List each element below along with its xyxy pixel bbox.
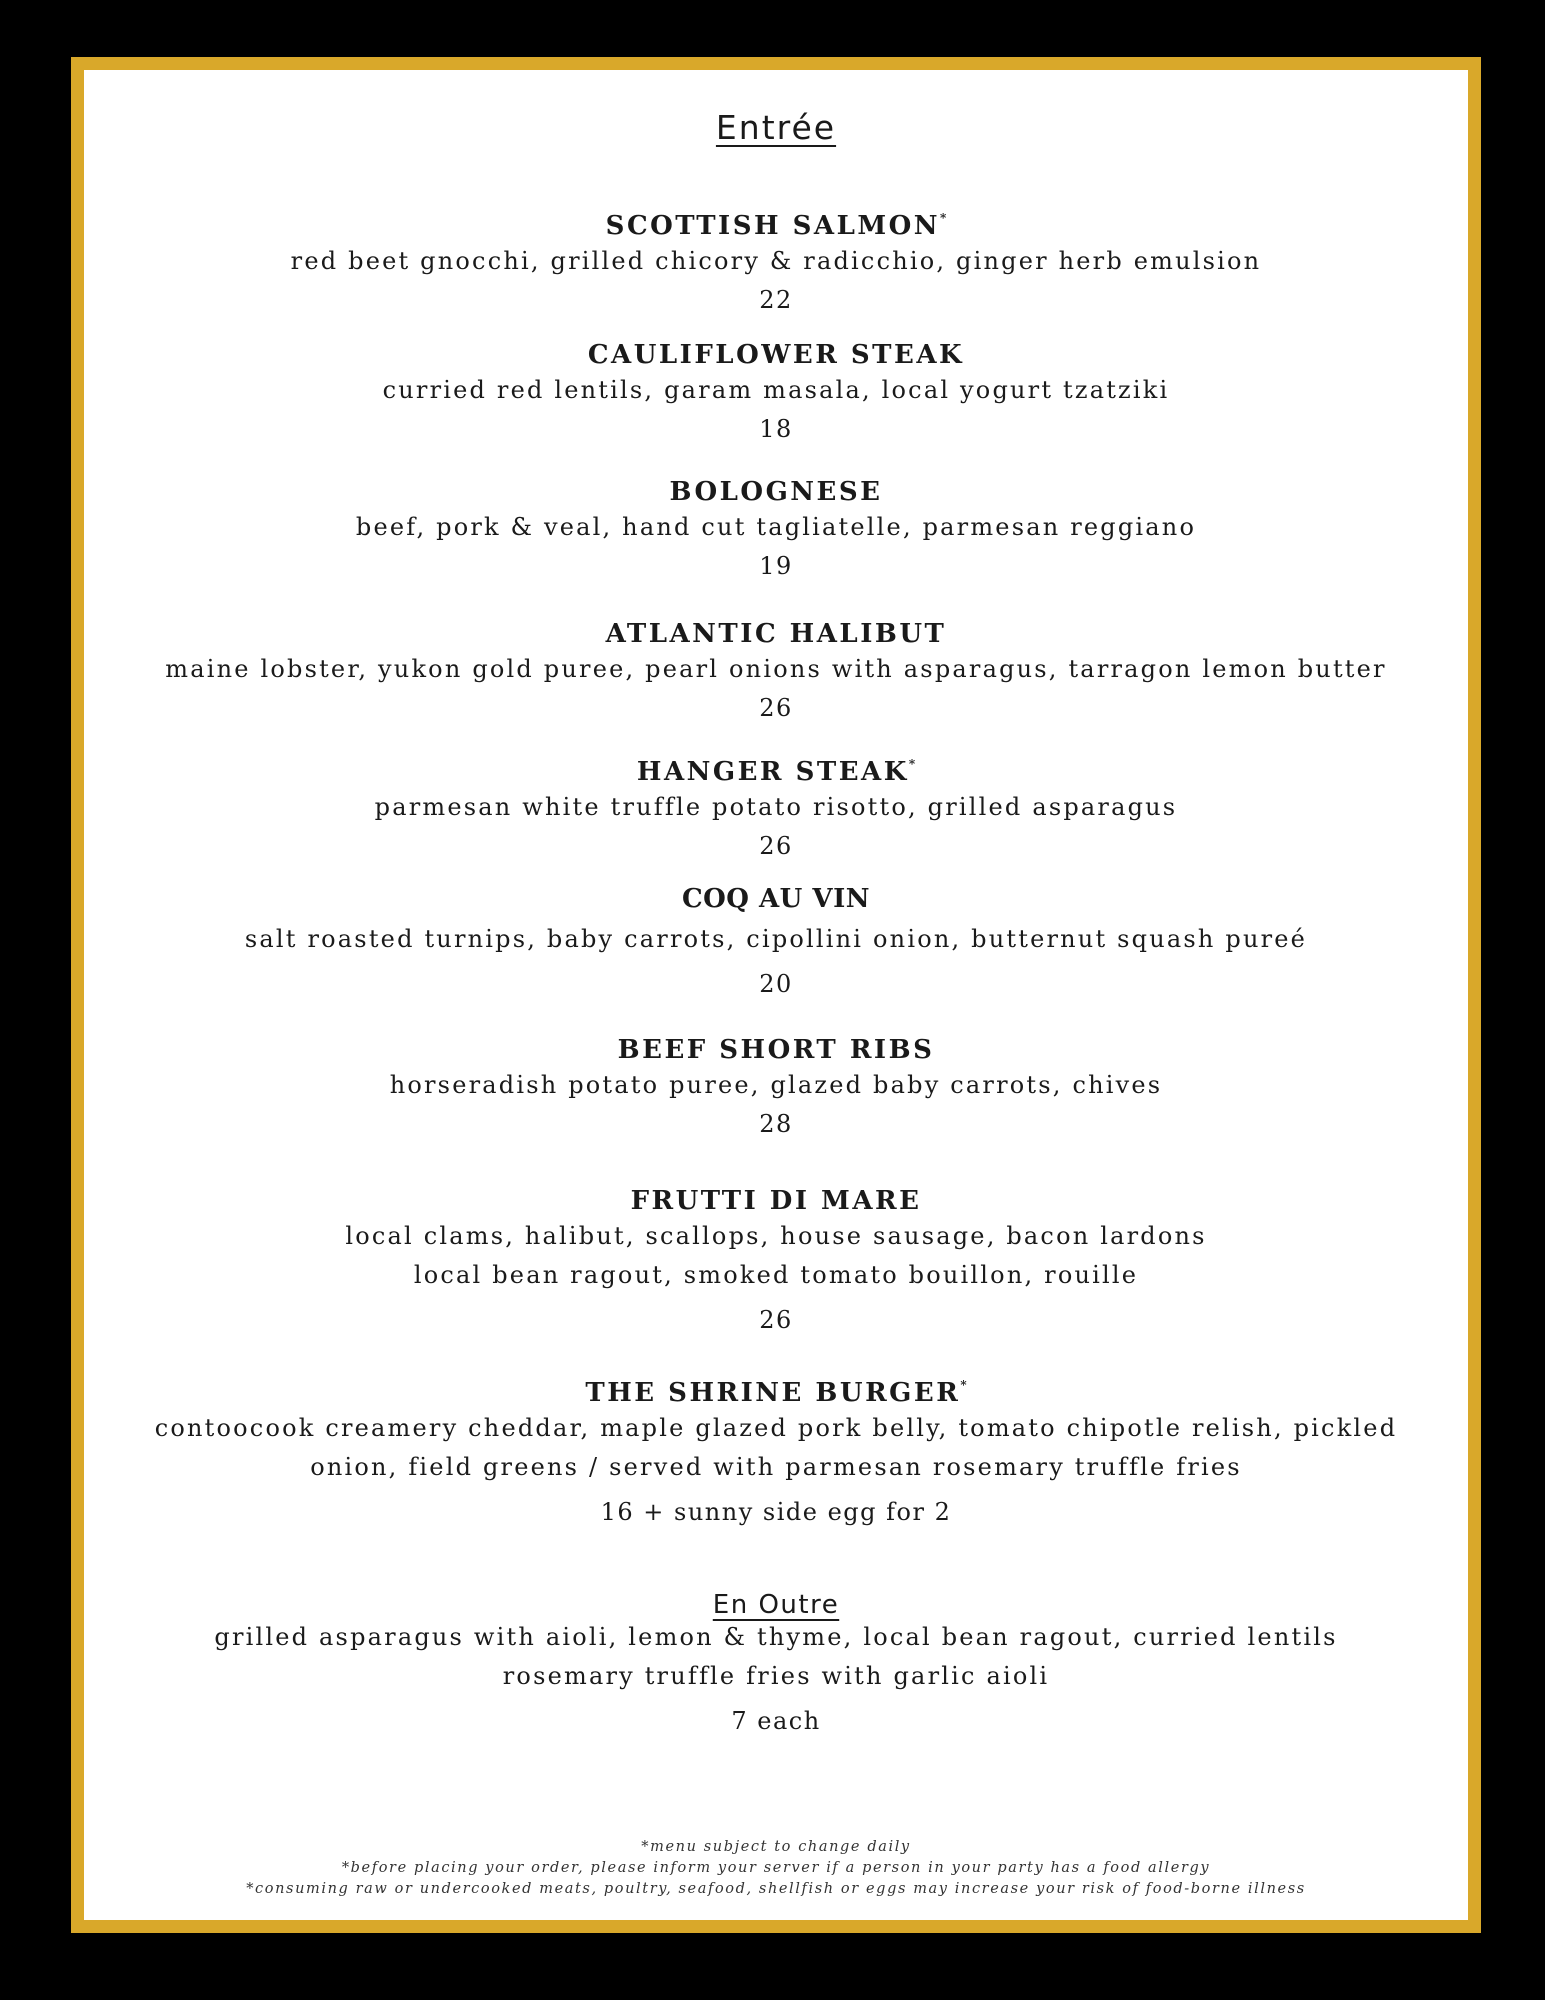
item-description: beef, pork & veal, hand cut tagliatelle, parmesan reggiano xyxy=(355,513,1197,541)
item-description: local clams, halibut, scallops, house sausage, bacon lardons xyxy=(345,1222,1207,1250)
menu-item-coq-au-vin xyxy=(84,881,1468,1006)
item-price: 16 + sunny side egg for 2 xyxy=(600,1498,952,1526)
item-name: BEEF SHORT RIBS xyxy=(617,1035,935,1065)
item-price: 26 xyxy=(759,1306,793,1334)
menu-item-bolognese xyxy=(84,474,1468,588)
item-price: 22 xyxy=(759,286,793,314)
item-description: onion, field greens / served with parmesan rosemary truffle fries xyxy=(310,1453,1242,1481)
item-description: maine lobster, yukon gold puree, pearl onions with asparagus, tarragon lemon butter xyxy=(165,655,1387,683)
sides-description: rosemary truffle fries with garlic aioli xyxy=(502,1662,1050,1690)
item-price: 18 xyxy=(759,415,793,443)
sides-price: 7 each xyxy=(731,1707,821,1735)
item-name: CAULIFLOWER STEAK xyxy=(587,340,965,370)
asterisk-marker: * xyxy=(940,211,947,225)
item-description: horseradish potato puree, glazed baby carrots, chives xyxy=(389,1071,1163,1099)
item-name: HANGER STEAK* xyxy=(636,757,916,787)
menu-item-frutti-di-mare xyxy=(84,1183,1468,1342)
menu-item-hanger-steak xyxy=(84,746,1468,868)
item-description: salt roasted turnips, baby carrots, cipollini onion, butternut squash pureé xyxy=(244,925,1308,953)
item-description: parmesan white truffle potato risotto, grilled asparagus xyxy=(374,793,1178,821)
sides-title-wrap xyxy=(84,1590,1468,1620)
menu-footer xyxy=(84,1837,1468,1900)
section-title-en-outre: En Outre xyxy=(712,1590,840,1620)
item-name: SCOTTISH SALMON* xyxy=(605,211,947,241)
item-price: 28 xyxy=(759,1110,793,1138)
item-name: BOLOGNESE xyxy=(669,477,883,507)
item-price: 26 xyxy=(759,694,793,722)
section-title-entree-wrap xyxy=(84,108,1468,147)
footer-note: *menu subject to change daily xyxy=(641,1839,911,1855)
section-title-entree: Entrée xyxy=(715,108,837,147)
item-price: 20 xyxy=(759,970,793,998)
item-name: THE SHRINE BURGER* xyxy=(585,1378,967,1408)
menu-item-cauliflower-steak xyxy=(84,337,1468,451)
item-price: 26 xyxy=(759,832,793,860)
menu-item-atlantic-halibut xyxy=(84,616,1468,730)
footer-note: *before placing your order, please inform your server if a person in your party has a food allergy xyxy=(341,1860,1211,1876)
menu-page xyxy=(84,70,1468,1920)
item-price: 19 xyxy=(759,552,793,580)
item-description: red beet gnocchi, grilled chicory & radicchio, ginger herb emulsion xyxy=(290,247,1262,275)
footer-note: *consuming raw or undercooked meats, poultry, seafood, shellfish or eggs may increase your risk of food-borne illness xyxy=(246,1881,1306,1897)
item-description: local bean ragout, smoked tomato bouillon, rouille xyxy=(413,1261,1139,1289)
asterisk-marker: * xyxy=(960,1378,967,1392)
menu-item-shrine-burger xyxy=(84,1367,1468,1534)
menu-border xyxy=(71,57,1481,1933)
sides-description: grilled asparagus with aioli, lemon & thyme, local bean ragout, curried lentils xyxy=(214,1623,1338,1651)
item-name: COQ AU VIN xyxy=(681,884,871,914)
menu-item-scottish-salmon xyxy=(84,200,1468,322)
menu-item-beef-short-ribs xyxy=(84,1032,1468,1146)
sides-section xyxy=(84,1590,1468,1743)
item-description: contoocook creamery cheddar, maple glazed pork belly, tomato chipotle relish, pickled xyxy=(154,1414,1398,1442)
asterisk-marker: * xyxy=(908,757,916,771)
item-name: ATLANTIC HALIBUT xyxy=(605,619,947,649)
item-description: curried red lentils, garam masala, local yogurt tzatziki xyxy=(382,376,1170,404)
item-name: FRUTTI DI MARE xyxy=(630,1186,922,1216)
